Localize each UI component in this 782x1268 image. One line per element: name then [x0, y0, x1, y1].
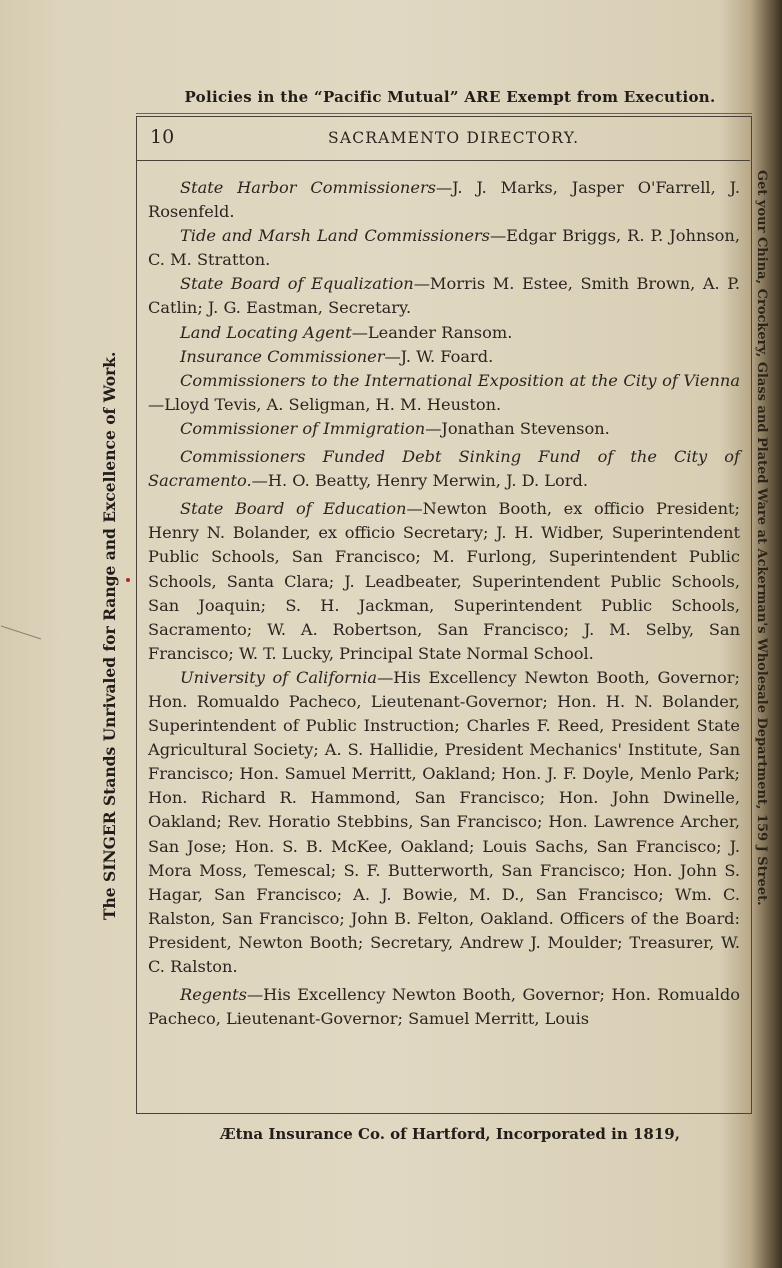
ink-spot [126, 578, 130, 582]
entry-title: Regents [180, 985, 247, 1005]
bottom-advertisement: Ætna Insurance Co. of Hartford, Incorporated in 1819, [220, 1125, 680, 1143]
entry-land-agent [148, 321, 740, 345]
entry-board-education [148, 497, 740, 666]
entry-text: —His Excellency Newton Booth, Governor; Hon. Romualdo Pacheco, Lieutenant-Governor; Hon. H. N. Bolander, Superintendent of Public Instruction; Charles F. Reed, President State Agricultural Society; A. S. Hallidie, President Mechanics' Institute, San Francisco; Hon. Samuel Merritt, Oakland; Hon. J. F. Doyle, Menlo Park; Hon. Richard R. Hammond, San Francisco; Hon. John Dwinelle, Oakland; Rev. Horatio Stebbins, San Francisco; Hon. Lawrence Archer, San Jose; Hon. S. B. McKee, Oakland; Louis Sachs, San Francisco; J. Mora Moss, Temescal; S. F. Butterworth, San Francisco; Hon. John S. Hagar, San Francisco; A. J. Bowie, M. D., San Francisco; Wm. C. Ralston, San Francisco; John B. Felton, Oakland. Officers of the Board: President, Newton Booth; Secretary, Andrew J. Moulder; Treasurer, W. C. Ralston. [148, 667, 740, 976]
header-rule [137, 160, 750, 161]
entry-text: —H. O. Beatty, Henry Merwin, J. D. Lord. [251, 471, 589, 491]
entry-vienna-exposition [148, 369, 740, 417]
left-advertisement: The SINGER Stands Unrivaled for Range and Excellence of Work. [100, 351, 119, 920]
entry-regents [148, 983, 740, 1031]
entry-title: Commissioners to the International Exposition at the City of Vienna [180, 370, 740, 390]
paper-scratch [1, 626, 41, 640]
entry-text: —Newton Booth, ex officio President; Henry N. Bolander, ex officio Secretary; J. H. Widber, Superintendent Public Schools, San Francisco; M. Furlong, Superintendent Public Schools, Santa Clara; J. Leadbeater, Superintendent Public Schools, San Joaquin; S. H. Jackman, Superintendent Public Schools, Sacramento; W. A. Robertson, San Francisco; J. M. Selby, San Francisco; W. T. Lucky, Principal State Normal School. [148, 499, 740, 663]
top-rule [136, 113, 752, 114]
entry-immigration [148, 417, 740, 441]
entry-title: State Board of Education [180, 499, 407, 519]
entry-text: —Morris M. Estee, Smith Brown, A. P. Catlin; J. G. Eastman, Secretary. [148, 274, 740, 318]
page-header [150, 126, 740, 152]
entry-text: —Edgar Briggs, R. P. Johnson, C. M. Stratton. [148, 226, 740, 270]
entry-title: State Board of Equalization [180, 274, 414, 294]
entry-text: —J. J. Marks, Jasper O'Farrell, J. Rosenfeld. [148, 178, 740, 222]
entry-title: State Harbor Commissioners [180, 178, 436, 197]
entry-tide-marsh [148, 224, 740, 272]
entry-insurance [148, 345, 740, 369]
entry-text: —His Excellency Newton Booth, Governor; Hon. Romualdo Pacheco, Lieutenant-Governor; Samuel Merritt, Louis [148, 985, 740, 1029]
directory-text [148, 176, 740, 1031]
entry-text: —J. W. Foard. [384, 346, 494, 366]
entry-harbor-commissioners [148, 176, 740, 224]
entry-title: Land Locating Agent [180, 322, 352, 342]
top-advertisement: Policies in the “Pacific Mutual” ARE Exempt from Execution. [184, 88, 716, 106]
entry-title: Insurance Commissioner [180, 346, 385, 366]
page-number: 10 [150, 126, 175, 148]
entry-title: Tide and Marsh Land Commissioners [180, 226, 490, 246]
entry-text: —Lloyd Tevis, A. Seligman, H. M. Heuston. [148, 394, 502, 414]
entry-university [148, 666, 740, 979]
right-advertisement: Get your China, Crockery, Glass and Plated Ware at Ackerman's Wholesale Department, 159 J Street. [754, 170, 769, 906]
running-head: SACRAMENTO DIRECTORY. [328, 129, 580, 147]
entry-text: —Jonathan Stevenson. [425, 418, 610, 438]
entry-title: University of California [180, 667, 378, 687]
entry-sinking-fund [148, 445, 740, 493]
entry-title: Commissioner of Immigration [180, 418, 426, 438]
entry-equalization [148, 272, 740, 320]
entry-title: Commissioners Funded Debt Sinking Fund of the City of Sacramento. [148, 447, 740, 491]
entry-text: —Leander Ransom. [351, 322, 513, 342]
